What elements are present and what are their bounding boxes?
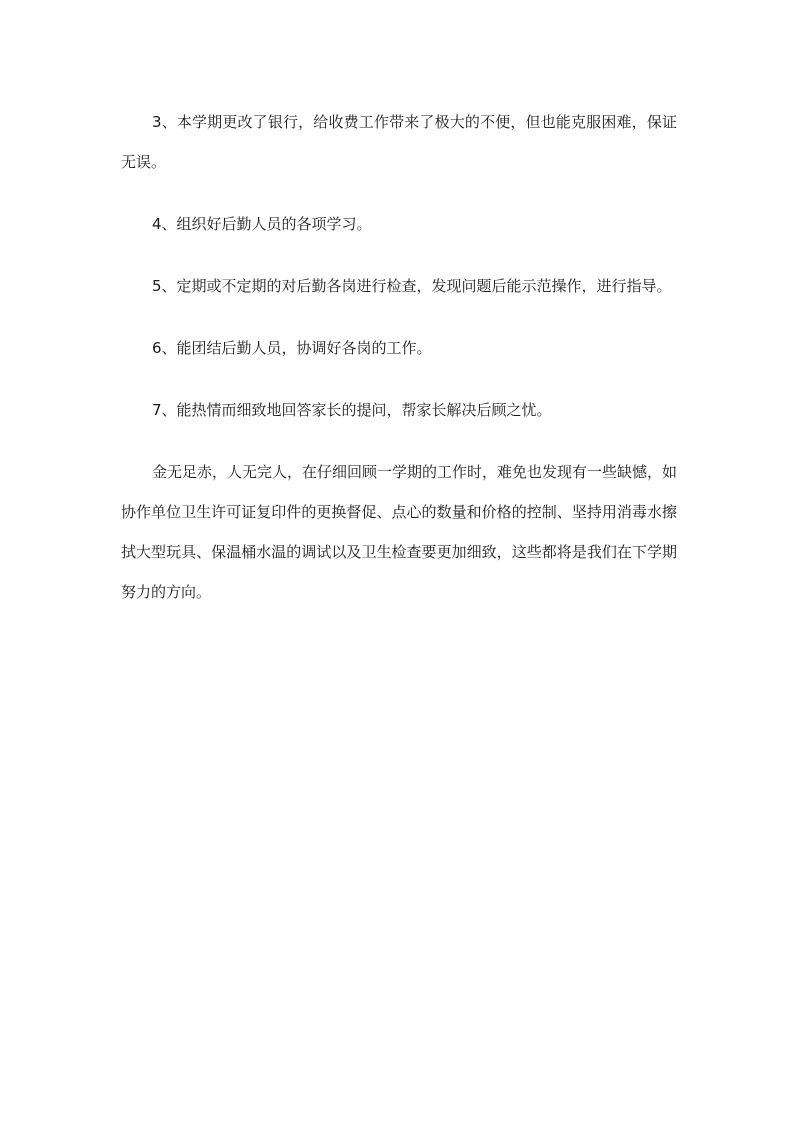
paragraph-item-7: 7、能热情而细致地回答家长的提问，帮家长解决后顾之忧。 <box>152 401 552 419</box>
document-body <box>121 102 677 634</box>
paragraph-item-3: 3、本学期更改了银行，给收费工作带来了极大的不便，但也能克服困难，保证无误。 <box>121 113 677 171</box>
paragraph-item-5: 5、定期或不定期的对后勤各岗进行检查，发现问题后能示范操作，进行指导。 <box>152 277 672 295</box>
paragraph-item-4: 4、组织好后勤人员的各项学习。 <box>152 215 372 233</box>
paragraph-item-6: 6、能团结后勤人员，协调好各岗的工作。 <box>152 339 432 357</box>
closing-paragraph: 金无足赤，人无完人，在仔细回顾一学期的工作时，难免也发现有一些缺憾，如协作单位卫生许可证复印件的更换督促、点心的数量和价格的控制、坚持用消毒水擦拭大型玩具、保温桶水温的调试以及卫生检查要更加细致，这些都将是我们在下学期努力的方向。 <box>121 463 678 601</box>
